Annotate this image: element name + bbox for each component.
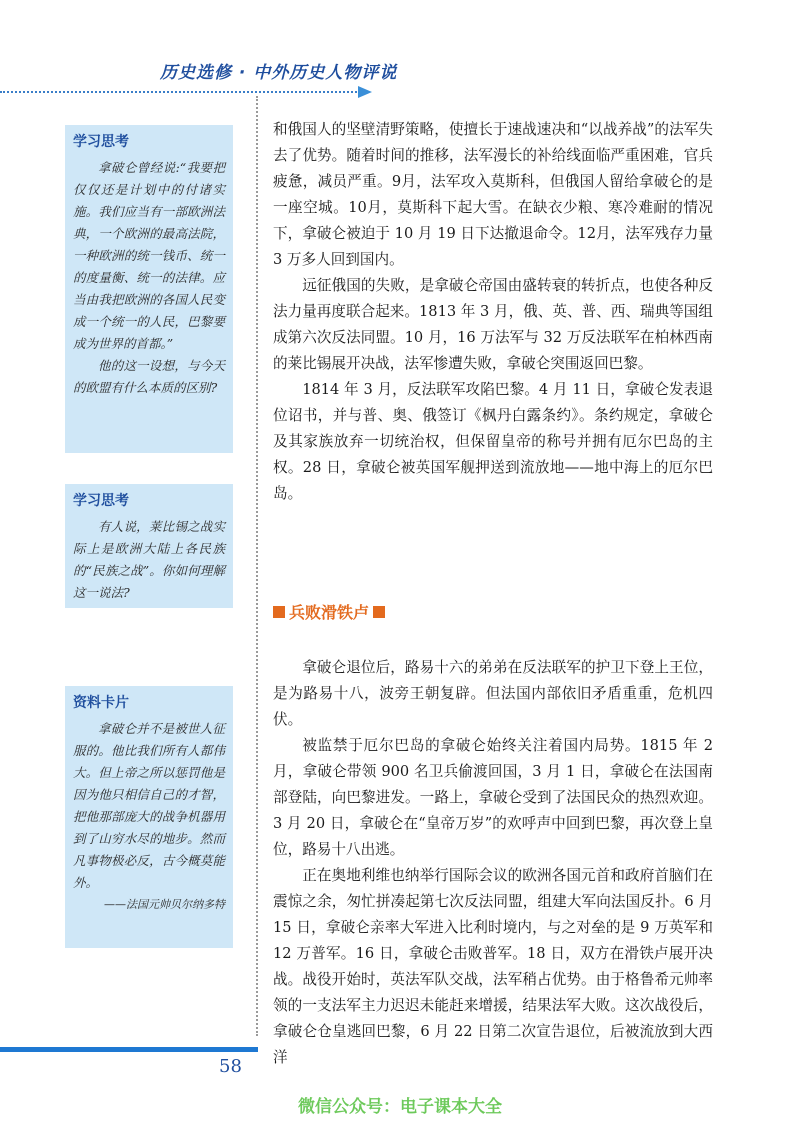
- page-number: 58: [219, 1056, 242, 1077]
- sidebar-box-study-thinking-1: [65, 125, 233, 453]
- sidebar-divider: [256, 96, 258, 1036]
- section-heading: [273, 600, 385, 623]
- body-paragraph: 远征俄国的失败，是拿破仑帝国由盛转衰的转折点，也使各种反法力量再度联合起来。1813 年 3 月，俄、英、普、西、瑞典等国组成第六次反法同盟。10 月，16 万法军与 32 万反法联军在柏林西南的莱比锡展开决战，法军惨遭失败，拿破仑突围返回巴黎。: [273, 277, 713, 372]
- main-text-top: [273, 117, 713, 507]
- header-rule: [0, 91, 360, 93]
- sidebar-box-info-card: [65, 686, 233, 948]
- sidebar-box-text: 拿破仑曾经说:“我要把仅仅还是计划中的付诸实施。我们应当有一部欧洲法典，一个欧洲的最高法院，一种欧洲的统一钱币、统一的度量衡、统一的法律。应当由我把欧洲的各国人民变成一个统一的人民，巴黎要成为世界的首都。”: [73, 160, 225, 351]
- body-paragraph: 正在奥地利维也纳举行国际会议的欧洲各国元首和政府首脑们在震惊之余，匆忙拼凑起第七次反法同盟，组建大军向法国反扑。6 月 15 日，拿破仑亲率大军进入比利时境内，与之对垒的是 9 万英军和 12 万普军。16 日，拿破仑击败普军。18 日，双方在滑铁卢展开决战。战役开始时，英法军队交战，法军稍占优势。由于格鲁希元帅率领的一支法军主力迟迟未能赶来增援，结果法军大败。这次战役后，拿破仑仓皇逃回巴黎，6 月 22 日第二次宣告退位，后被流放到大西洋: [273, 867, 713, 1066]
- body-paragraph: 被监禁于厄尔巴岛的拿破仑始终关注着国内局势。1815 年 2 月，拿破仑带领 900 名卫兵偷渡回国，3 月 1 日，拿破仑在法国南部登陆，向巴黎进发。一路上，拿破仑受到了法国民众的热烈欢迎。3 月 20 日，拿破仑在“皇帝万岁”的欢呼声中回到巴黎，再次登上皇位，路易十八出逃。: [273, 737, 713, 858]
- sidebar-box-heading: 学习思考: [73, 493, 129, 509]
- main-text-bottom: [273, 655, 713, 1071]
- sidebar-box-text: 拿破仑并不是被世人征服的。他比我们所有人都伟大。但上帝之所以惩罚他是因为他只相信自己的才智，把他那部庞大的战争机器用到了山穷水尽的地步。然而凡事物极必反，古今概莫能外。: [73, 721, 225, 890]
- watermark-text: 微信公众号：电子课本大全: [298, 1097, 502, 1117]
- section-heading-text: 兵败滑铁卢: [289, 603, 370, 622]
- sidebar-box-heading: 资料卡片: [73, 695, 129, 711]
- sidebar-box-signature: ——法国元帅贝尔纳多特: [104, 898, 225, 911]
- body-paragraph: 1814 年 3 月，反法联军攻陷巴黎。4 月 11 日，拿破仑发表退位诏书，并与普、奥、俄签订《枫丹白露条约》。条约规定，拿破仑及其家族放弃一切统治权，但保留皇帝的称号并拥有厄尔巴岛的主权。28 日，拿破仑被英国军舰押送到流放地——地中海上的厄尔巴岛。: [273, 381, 713, 502]
- sidebar-box-heading: 学习思考: [73, 134, 129, 150]
- footer-bar: [0, 1047, 258, 1052]
- body-paragraph: 和俄国人的坚壁清野策略，使擅长于速战速决和“以战养战”的法军失去了优势。随着时间的推移，法军漫长的补给线面临严重困难，官兵疲惫，减员严重。9月，法军攻入莫斯科，但俄国人留给拿破仑的是一座空城。10月，莫斯科下起大雪。在缺衣少粮、寒冷难耐的情况下，拿破仑被迫于 10 月 19 日下达撤退命令。12月，法军残存力量 3 万多人回到国内。: [273, 121, 713, 268]
- square-bullet-icon: [273, 606, 285, 618]
- arrow-icon: [358, 86, 372, 98]
- body-paragraph: 拿破仑退位后，路易十六的弟弟在反法联军的护卫下登上王位，是为路易十八，波旁王朝复辟。但法国内部依旧矛盾重重，危机四伏。: [273, 659, 713, 728]
- square-bullet-icon: [373, 606, 385, 618]
- sidebar-box-text: 有人说，莱比锡之战实际上是欧洲大陆上各民族的“民族之战”。你如何理解这一说法?: [73, 519, 225, 600]
- sidebar-box-text: 他的这一设想，与今天的欧盟有什么本质的区别?: [73, 358, 225, 395]
- sidebar-box-study-thinking-2: [65, 484, 233, 608]
- header-title: 历史选修 · 中外历史人物评说: [160, 63, 398, 83]
